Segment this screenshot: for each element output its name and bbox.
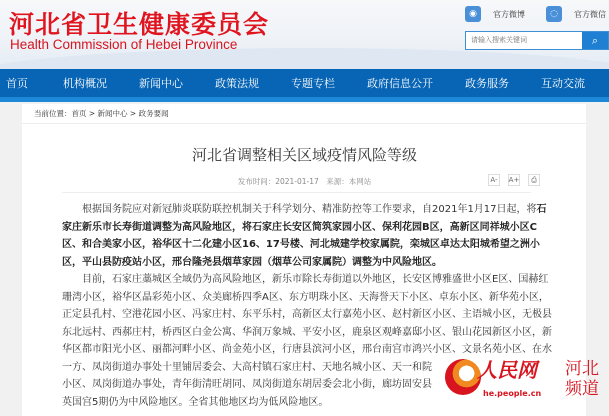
article-title: 河北省调整相关区域疫情风险等级 <box>191 146 417 164</box>
print-button[interactable]: ⎙ <box>528 174 540 186</box>
nav-policy[interactable]: 政策法规 <box>215 77 259 90</box>
article-tools <box>488 174 540 186</box>
bold-text-segment: 石家庄新乐市长寿街道调整为高风险地区，将石家庄长安区简筑家园小区、保利花园B区，高新区同祥城小区C区、和合美家小区，裕华区十二化建小区16、17号楼、河北城建学校家属院，栾城区卓达太阳城希望之洲小区，平山县防疫站小区，邢台隆尧县烟草家园（烟草公司家属院）调整为中风险地区。 <box>62 204 547 268</box>
watermark-url: he.people.cn <box>483 388 542 398</box>
search-input[interactable] <box>466 32 582 49</box>
search-button[interactable] <box>582 32 608 49</box>
nav-home[interactable]: 首页 <box>6 77 28 90</box>
article-body <box>62 201 599 411</box>
wechat-label: 官方微信 <box>574 9 606 19</box>
paragraph-2: 目前，石家庄藁城区全域仍为高风险地区，新乐市除长寿街道以外地区，长安区博雅盛世小区E区、国赫红珊湾小区，裕华区晶彩苑小区、众美廊桥四季A区、东方明珠小区、天海誉天下小区、卓东小区、新华苑小区，正定县孔村、空港花园小区、冯家庄村、东平乐村，高新区太行嘉苑小区、赵村新区小区、主语城小区，无极县东北远村、西郝庄村，桥西区白金公寓、华润万象城、平安小区，鹿泉区观峰嘉邸小区、银山花园新区小区，新华区都市阳光小区、丽都河畔小区、尚金苑小区，行唐县滨河小区，邢台南宫市鸿兴小区、文景名苑小区、在水一方、凤岗街道办事处十里铺居委会、大高村镇石家庄村、天地名城小区、天一和院小区、凤岗街道办事处，青年街清旺胡同、凤岗街道东胡居委会北小街，廊坊固安县英国宫5期仍为中风险地区。全省其他地区均为低风险地区。 <box>62 274 552 408</box>
site-logo-cn[interactable]: 河北省卫生健康委员会 <box>9 10 270 39</box>
nav-interaction[interactable]: 互动交流 <box>541 77 585 90</box>
people-logo-icon <box>445 359 481 395</box>
nav-about[interactable]: 机构概况 <box>63 77 107 90</box>
site-logo-en: Health Commission of Hebei Province <box>10 37 238 52</box>
breadcrumb[interactable]: 当前位置：首页 > 新闻中心 > 政务要闻 <box>34 109 169 118</box>
scrollbar[interactable] <box>603 104 609 416</box>
article-meta: 发布时间：2021-01-17 来源：本网站 <box>237 177 372 186</box>
paragraph-1 <box>62 201 552 271</box>
text-segment: 根据国务院应对新冠肺炎联防联控机制关于科学划分、精准防控等工作要求，自2021年1月17日起，将 <box>82 204 537 215</box>
site-header <box>0 0 609 69</box>
nav-gov-info[interactable]: 政府信息公开 <box>367 77 433 90</box>
font-increase-button[interactable]: A+ <box>508 176 520 184</box>
watermark-channel: 河北频道 <box>565 358 599 399</box>
wechat-icon: ◌ <box>546 6 562 22</box>
divider <box>62 192 531 193</box>
weibo-link[interactable] <box>465 6 525 22</box>
nav-topics[interactable]: 专题专栏 <box>291 77 335 90</box>
main-nav <box>0 69 609 102</box>
font-decrease-button[interactable]: A- <box>488 174 500 186</box>
divider <box>22 123 586 124</box>
search-icon: ⌕ <box>591 33 599 47</box>
watermark-name: 人民网 <box>477 357 537 382</box>
nav-news[interactable]: 新闻中心 <box>139 77 183 90</box>
weibo-icon: ◉ <box>465 6 481 22</box>
people-cn-watermark <box>445 359 605 405</box>
nav-services[interactable]: 政务服务 <box>465 77 509 90</box>
wechat-link[interactable] <box>546 6 606 22</box>
weibo-label: 官方微博 <box>493 9 525 19</box>
search-box <box>465 31 609 50</box>
